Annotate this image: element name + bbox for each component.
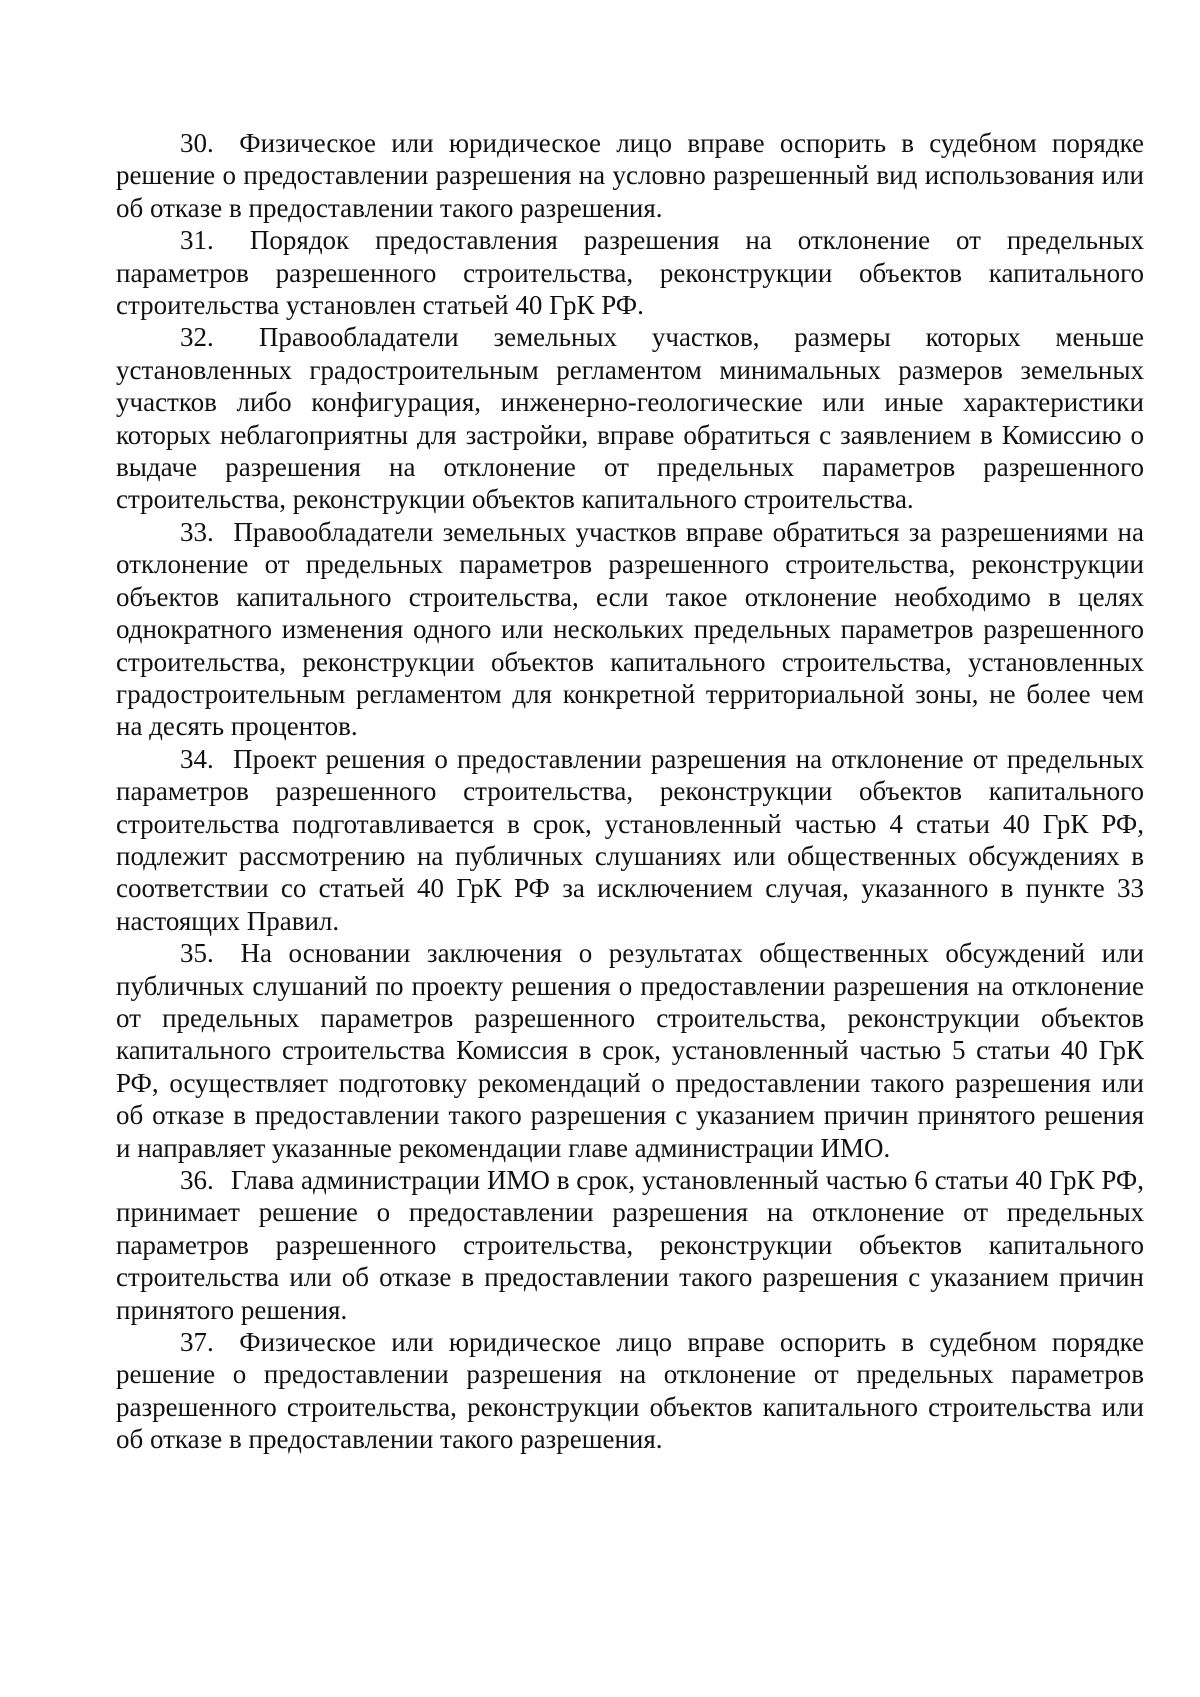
paragraph-number: 37. [180, 1327, 214, 1358]
paragraph-text: Физическое или юридическое лицо вправе оспорить в судебном порядке решение о предоставлении разрешения на условно разрешенный вид использования или об отказе в предоставлении такого разрешения. [116, 128, 1144, 223]
paragraph-30 [116, 127, 1144, 224]
paragraph-number: 31. [180, 225, 214, 256]
paragraph-number: 30. [180, 128, 214, 158]
paragraph-text: Глава администрации ИМО в срок, установленный частью 6 статьи 40 ГрК РФ, принимает решение о предоставлении разрешения на отклонение от предельных параметров разрешенного строительства, реконструкции объектов капитального строительства или об отказе в предоставлении такого разрешения с указанием причин принятого решения. [116, 1165, 1144, 1325]
paragraph-text: На основании заключения о результатах общественных обсуждений или публичных слушаний по проекту решения о предоставлении разрешения на отклонение от предельных параметров разрешенного строительства, реконструкции объектов капитального строительства Комиссия в срок, установленный частью 5 статьи 40 ГрК РФ, осуществляет подготовку рекомендаций о предоставлении такого разрешения или об отказе в предоставлении такого разрешения с указанием причин принятого решения и направляет указанные рекомендации главе администрации ИМО. [116, 938, 1144, 1163]
paragraph-number: 32. [180, 322, 214, 353]
paragraph-text: Физическое или юридическое лицо вправе оспорить в судебном порядке решение о предоставлении разрешения на отклонение от предельных параметров разрешенного строительства, реконструкции объектов капитального строительства или об отказе в предоставлении такого разрешения. [116, 1327, 1144, 1455]
paragraph-33 [116, 516, 1144, 743]
paragraph-number: 34. [180, 743, 214, 774]
paragraph-35 [116, 937, 1144, 1164]
paragraph-text: Правообладатели земельных участков вправе обратиться за разрешениями на отклонение от предельных параметров разрешенного строительства, реконструкции объектов капитального строительства, если такое отклонение необходимо в целях однократного изменения одного или нескольких предельных параметров разрешенного строительства, реконструкции объектов капитального строительства, установленных градостроительным регламентом для конкретной территориальной зоны, не более чем на десять процентов. [116, 516, 1144, 742]
paragraph-34 [116, 743, 1144, 937]
paragraph-text: Проект решения о предоставлении разрешения на отклонение от предельных параметров разрешенного строительства, реконструкции объектов капитального строительства подготавливается в срок, установленный частью 4 статьи 40 ГрК РФ, подлежит рассмотрению на публичных слушаниях или общественных обсуждениях в соответствии со статьей 40 ГрК РФ за исключением случая, указанного в пункте 33 настоящих Правил. [116, 743, 1145, 936]
paragraph-text: Порядок предоставления разрешения на отклонение от предельных параметров разрешенного строительства, реконструкции объектов капитального строительства установлен статьей 40 ГрК РФ. [116, 225, 1144, 321]
paragraph-text: Правообладатели земельных участков, размеры которых меньше установленных градостроительным регламентом минимальных размеров земельных участков либо конфигурация, инженерно-геологические или иные характеристики которых неблагоприятны для застройки, вправе обратиться с заявлением в Комиссию о выдаче разрешения на отклонение от предельных параметров разрешенного строительства, реконструкции объектов капитального строительства. [116, 322, 1144, 515]
paragraph-number: 35. [180, 938, 214, 969]
paragraph-32 [116, 321, 1144, 515]
paragraph-31 [116, 224, 1144, 321]
document-body [116, 127, 1144, 1456]
paragraph-number: 33. [180, 516, 214, 547]
paragraph-number: 36. [180, 1165, 214, 1195]
paragraph-37 [116, 1326, 1144, 1456]
paragraph-36 [116, 1164, 1144, 1326]
